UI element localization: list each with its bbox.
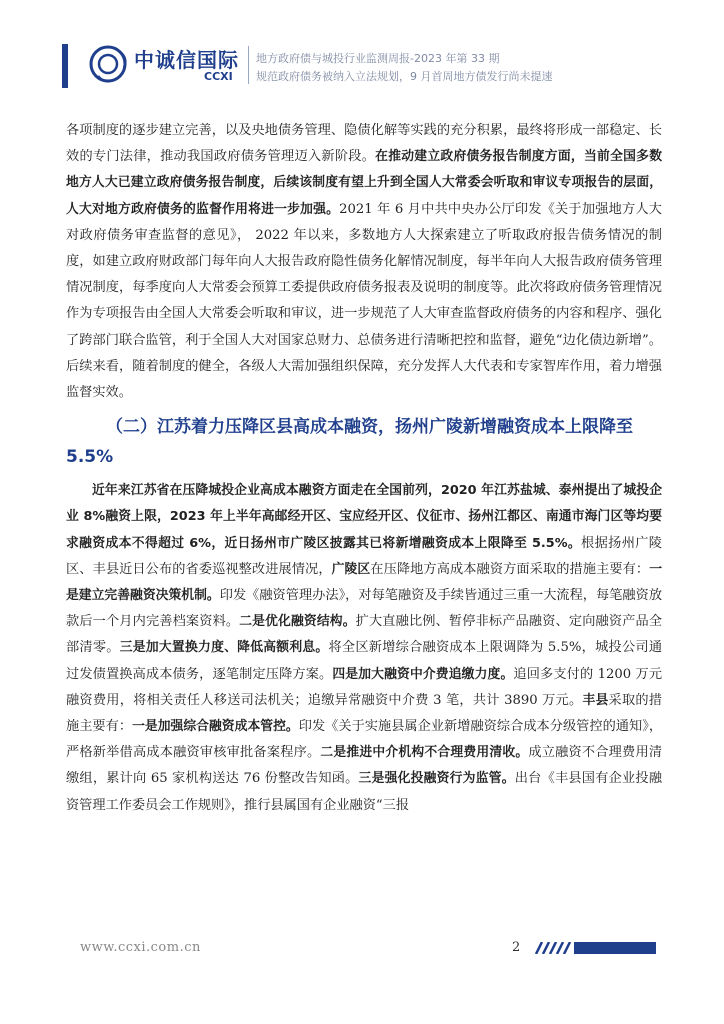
logo-name-en: CCXI (204, 70, 233, 83)
paragraph-jiangsu-financing: 近年来江苏省在压降城投企业高成本融资方面走在全国前列，2020 年江苏盐城、泰州提出了城投企业 8%融资上限，2023 年上半年高邮经开区、宝应经开区、仪征市、扬州江都区、南通市海门区等均要求融资成本不得超过 6%，近日扬州市广陵区披露其已将新增融资成本上限降至 5.5%。根据扬州广陵区、丰县近日公布的省委巡视整改进展情况，广陵区在压降地方高成本融资方面采取的措施主要有：一是建立完善融资决策机制。印发《融资管理办法》，对每笔融资及手续皆通过三重一大流程，每笔融资放款后一个月内完善档案资料。二是优化融资结构。扩大直融比例、暂停非标产品融资、定向融资产品全部清零。三是加大置换力度、降低高额利息。将全区新增综合融资成本上限调降为 5.5%，城投公司通过发债置换高成本债务，逐笔制定压降方案。四是加大融资中介费追缴力度。追回多支付的 1200 万元融资费用，将相关责任人移送司法机关；追缴异常融资中介费 3 笔，共计 3890 万元。丰县采取的措施主要有：一是加强综合融资成本管控。印发《关于实施县属企业新增融资综合成本分级管控的通知》，严格新举借高成本融资审核审批备案程序。二是推进中介机构不合理费用清收。成立融资不合理费用清缴组，累计向 65 家机构送达 76 份整改告知函。三是强化投融资行为监管。出台《丰县国有企业投融资管理工作委员会工作规则》，推行县属国有企业融资“三报 (66, 483, 663, 813)
header-accent-bar (62, 44, 68, 88)
footer-website: www.ccxi.com.cn (80, 940, 201, 955)
report-title: 地方政府债与城投行业监测周报-2023 年第 33 期 (256, 52, 500, 65)
report-subtitle: 规范政府债务被纳入立法规划，9 月首周地方债发行尚未提速 (256, 70, 553, 83)
footer-stripes-decoration (532, 942, 572, 954)
document-body (66, 118, 662, 819)
page-number: 2 (512, 940, 521, 955)
section-heading: （二）江苏着力压降区县高成本融资，扬州广陵新增融资成本上限降至 5.5% (66, 417, 633, 468)
paragraph-debt-reporting: 各项制度的逐步建立完善，以及央地债务管理、隐债化解等实践的充分积累，最终将形成一部稳定、长效的专门法律，推动我国政府债务管理迈入新阶段。在推动建立政府债务报告制度方面，当前全国多数地方人大已建立政府债务报告制度，后续该制度有望上升到全国人大常委会听取和审议专项报告的层面，人大对地方政府债务的监督作用将进一步加强。2021 年 6 月中共中央办公厅印发《关于加强地方人大对政府债务审查监督的意见》， 2022 年以来，多数地方人大探索建立了听取政府报告债务情况的制度，如建立政府财政部门每年向人大报告政府隐性债务化解情况制度，每半年向人大报告政府债务管理情况制度，每季度向人大常委会预算工委提供政府债务报表及说明的制度等。此次将政府债务管理情况作为专项报告由全国人大常委会听取和审议，进一步规范了人大审查监督政府债务的内容和程序、强化了跨部门联合监管，利于全国人大对国家总财力、总债务进行清晰把控和监督，避免“边化债边新增”。后续来看，随着制度的健全，各级人大需加强组织保障，充分发挥人大代表和专家智库作用，着力增强监督实效。 (66, 123, 663, 401)
header-divider (248, 46, 249, 84)
logo-name-cn: 中诚信国际 (134, 48, 239, 72)
footer-accent-bar (574, 942, 656, 954)
